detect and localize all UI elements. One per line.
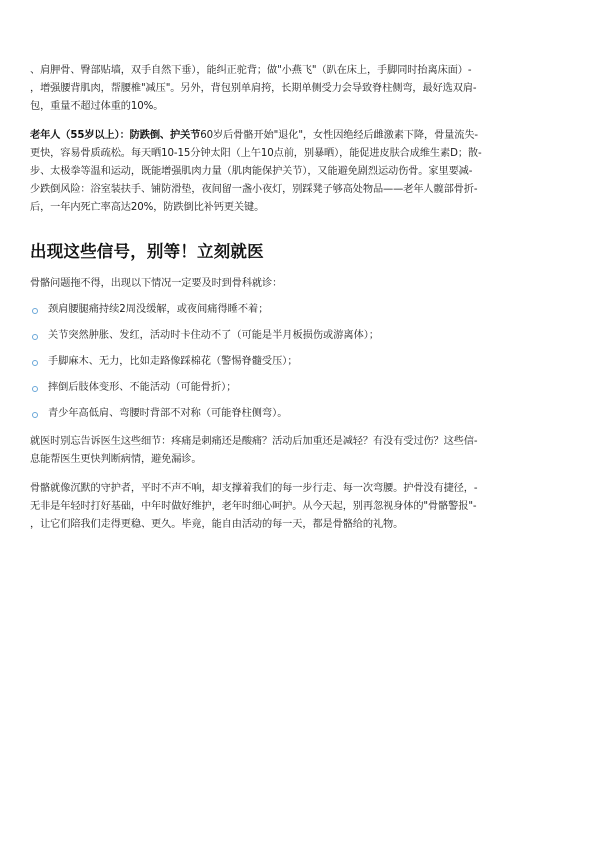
text-line: 息能帮医生更快判断病情，避免漏诊。 xyxy=(30,454,202,465)
spacer xyxy=(30,217,565,241)
list-item-text: 关节突然肿胀、发红，活动时卡住动不了（可能是半月板损伤或游离体）； xyxy=(48,330,380,341)
text-line: 步、太极拳等温和运动，既能增强肌肉力量（肌肉能保护关节），又能避免剧烈运动伤骨。家里要减- xyxy=(30,166,473,177)
text-line: 骨骼就像沉默的守护者，平时不声不响，却支撑着我们的每一步行走、每一次弯腰。护骨没有捷径，- xyxy=(30,483,478,494)
elderly-label: 老年人（55岁以上）： xyxy=(30,130,130,141)
list-item xyxy=(30,327,565,353)
text-line: 后，一年内死亡率高达20%，防跌倒比补钙更关键。 xyxy=(30,202,265,213)
text-line: 、肩胛骨、臀部贴墙，双手自然下垂），能纠正驼背；做"小燕飞"（趴在床上，手脚同时抬离床面）- xyxy=(30,65,472,76)
elderly-paragraph xyxy=(30,127,565,217)
text-line: ，增强腰背肌肉，帮腰椎"减压"。另外，背包别单肩挎，长期单侧受力会导致脊柱侧弯，最好选双肩- xyxy=(30,83,477,94)
advice-paragraph xyxy=(30,433,565,469)
text-line: 骨骼问题拖不得，出现以下情况一定要及时到骨科就诊： xyxy=(30,278,283,289)
text-line: ，让它们陪我们走得更稳、更久。毕竟，能自由活动的每一天，都是骨骼给的礼物。 xyxy=(30,519,404,530)
list-item-text: 手脚麻木、无力，比如走路像踩棉花（警惕脊髓受压）； xyxy=(48,356,298,367)
spacer xyxy=(30,469,565,480)
spacer xyxy=(30,116,565,127)
closing-paragraph xyxy=(30,480,565,534)
text-line: 少跌倒风险：浴室装扶手、铺防滑垫，夜间留一盏小夜灯，别踩凳子够高处物品——老年人髋部骨折- xyxy=(30,184,478,195)
signal-list xyxy=(30,301,565,431)
text-line xyxy=(30,127,565,145)
list-item xyxy=(30,301,565,327)
section-heading: 出现这些信号，别等！立刻就医 xyxy=(30,242,264,261)
list-item xyxy=(30,405,565,431)
text-line: 更快，容易骨质疏松。每天晒10-15分钟太阳（上午10点前，别暴晒），能促进皮肤合成维生素D；散- xyxy=(30,148,482,159)
spacer xyxy=(30,263,565,275)
bullet-icon xyxy=(32,308,38,314)
elderly-focus: 防跌倒、护关节 xyxy=(129,130,201,141)
section-intro xyxy=(30,275,565,293)
bullet-icon xyxy=(32,360,38,366)
list-item-text: 颈肩腰腿痛持续2周没缓解，或夜间痛得睡不着； xyxy=(48,304,269,315)
bullet-icon xyxy=(32,334,38,340)
bullet-icon xyxy=(32,386,38,392)
list-item-text: 摔倒后肢体变形、不能活动（可能骨折）； xyxy=(48,382,237,393)
text-line: 无非是年轻时打好基础，中年时做好维护，老年时细心呵护。从今天起，别再忽视身体的"骨骼警报"- xyxy=(30,501,477,512)
text-line: 就医时别忘告诉医生这些细节：疼痛是刺痛还是酸痛？活动后加重还是减轻？有没有受过伤？这些信- xyxy=(30,436,478,447)
elderly-line1-rest: 60岁后骨骼开始"退化"，女性因绝经后雌激素下降，骨量流失- xyxy=(200,130,478,141)
text-line: 包，重量不超过体重的10%。 xyxy=(30,101,164,112)
article-body xyxy=(30,62,565,534)
bullet-icon xyxy=(32,412,38,418)
list-item xyxy=(30,353,565,379)
list-item xyxy=(30,379,565,405)
list-item-text: 青少年高低肩、弯腰时背部不对称（可能脊柱侧弯）。 xyxy=(48,408,288,419)
spacer xyxy=(30,293,565,301)
intro-paragraph xyxy=(30,62,565,116)
